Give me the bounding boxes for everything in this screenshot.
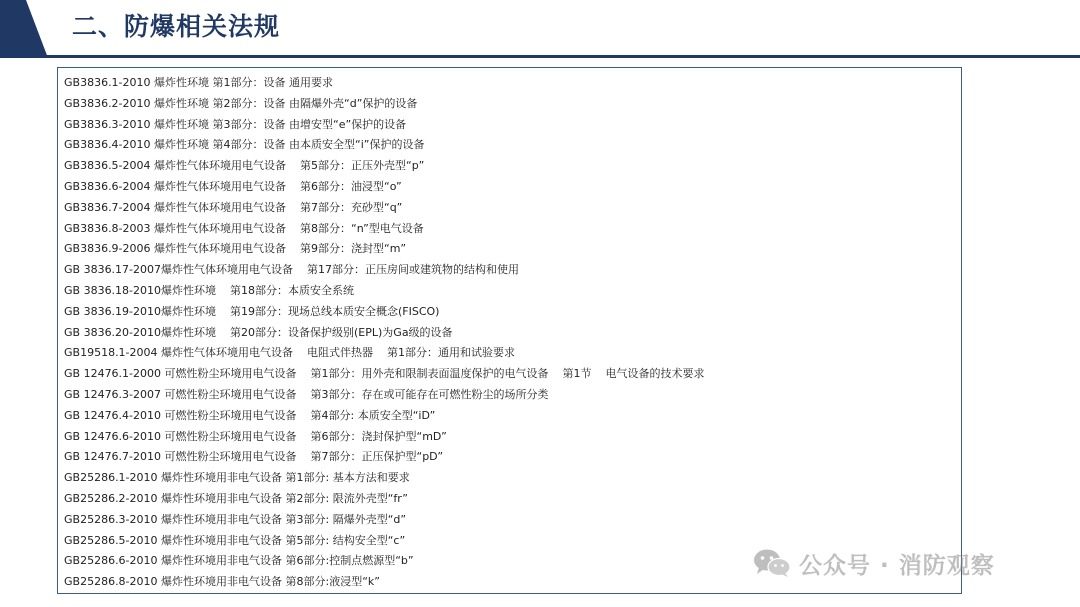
slide-header [0, 0, 1080, 58]
standard-item: GB3836.9-2006 爆炸性气体环境用电气设备 第9部分：浇封型“m” [64, 242, 407, 256]
standard-item: GB3836.7-2004 爆炸性气体环境用电气设备 第7部分：充砂型“q” [64, 200, 403, 214]
standard-item: GB25286.5-2010 爆炸性环境用非电气设备 第5部分: 结构安全型“c” [64, 533, 406, 547]
standard-item: GB 12476.3-2007 可燃性粉尘环境用电气设备 第3部分：存在或可能存在可燃性粉尘的场所分类 [64, 387, 549, 401]
standard-item: GB 3836.18-2010爆炸性环境 第18部分：本质安全系统 [64, 283, 355, 297]
header-divider [0, 55, 1080, 58]
header-accent-shape [0, 0, 48, 58]
wechat-icon [753, 548, 791, 578]
standard-item: GB 12476.4-2010 可燃性粉尘环境用电气设备 第4部分: 本质安全型“iD” [64, 408, 436, 422]
standard-item: GB25286.1-2010 爆炸性环境用非电气设备 第1部分: 基本方法和要求 [64, 471, 410, 485]
standard-item: GB25286.6-2010 爆炸性环境用非电气设备 第6部分:控制点燃源型“b” [64, 554, 414, 568]
standard-item: GB 3836.19-2010爆炸性环境 第19部分：现场总线本质安全概念(FISCO) [64, 304, 440, 318]
standard-item: GB25286.8-2010 爆炸性环境用非电气设备 第8部分:液浸型“k” [64, 575, 380, 589]
standard-item: GB19518.1-2004 爆炸性气体环境用电气设备 电阻式伴热器 第1部分：通用和试验要求 [64, 346, 515, 360]
standard-item: GB 3836.17-2007爆炸性气体环境用电气设备 第17部分：正压房间或建筑物的结构和使用 [64, 263, 519, 277]
standard-item: GB3836.3-2010 爆炸性环境 第3部分：设备 由增安型“e”保护的设备 [64, 117, 407, 131]
standard-item: GB 12476.7-2010 可燃性粉尘环境用电气设备 第7部分：正压保护型“pD” [64, 450, 444, 464]
standards-panel [57, 67, 962, 594]
standard-item: GB 12476.6-2010 可燃性粉尘环境用电气设备 第6部分：浇封保护型“mD” [64, 429, 447, 443]
page-title: 二、防爆相关法规 [72, 12, 281, 41]
standard-item: GB 3836.20-2010爆炸性环境 第20部分：设备保护级别(EPL)为Ga级的设备 [64, 325, 453, 339]
standards-list [64, 73, 704, 593]
standard-item: GB3836.2-2010 爆炸性环境 第2部分：设备 由隔爆外壳“d”保护的设备 [64, 96, 418, 110]
standard-item: GB 12476.1-2000 可燃性粉尘环境用电气设备 第1部分：用外壳和限制表面温度保护的电气设备 第1节 电气设备的技术要求 [64, 367, 705, 381]
standard-item: GB3836.1-2010 爆炸性环境 第1部分：设备 通用要求 [64, 76, 334, 89]
standard-item: GB25286.2-2010 爆炸性环境用非电气设备 第2部分: 限流外壳型“fr” [64, 491, 408, 505]
standard-item: GB25286.3-2010 爆炸性环境用非电气设备 第3部分: 隔爆外壳型“d” [64, 512, 407, 526]
standard-item: GB3836.8-2003 爆炸性气体环境用电气设备 第8部分：“n”型电气设备 [64, 221, 424, 235]
standard-item: GB3836.6-2004 爆炸性气体环境用电气设备 第6部分：油浸型“o” [64, 179, 402, 193]
standard-item: GB3836.4-2010 爆炸性环境 第4部分：设备 由本质安全型“i”保护的设备 [64, 138, 425, 152]
standard-item: GB3836.5-2004 爆炸性气体环境用电气设备 第5部分：正压外壳型“p” [64, 159, 425, 173]
watermark [753, 546, 995, 580]
watermark-text: 公众号 · 消防观察 [799, 552, 995, 579]
